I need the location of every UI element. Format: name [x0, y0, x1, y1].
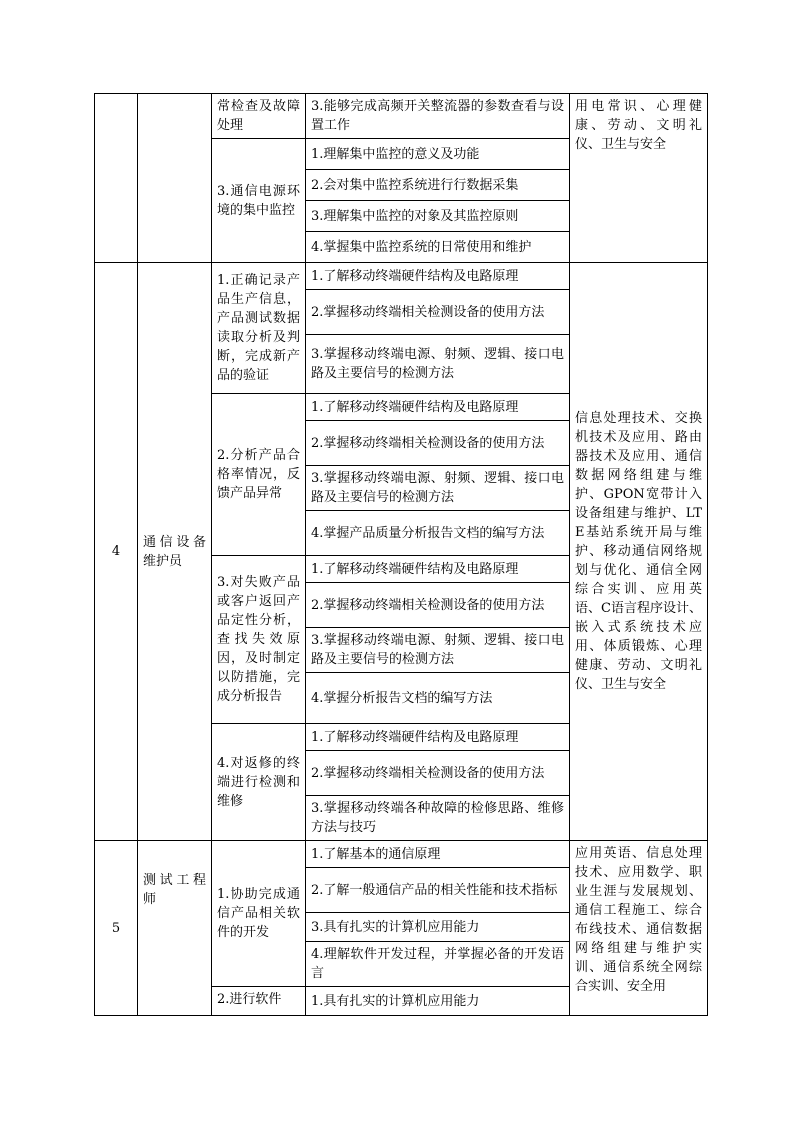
skill-cell: 1.了解移动终端硬件结构及电路原理 — [306, 556, 570, 583]
courses-cell: 用电常识、心理健康、劳动、文明礼仪、卫生与安全 — [570, 94, 708, 263]
task-cell: 1.协助完成通信产品相关软件的开发 — [212, 841, 306, 987]
task-cell: 2.分析产品合格率情况，反馈产品异常 — [212, 394, 306, 556]
courses-cell: 应用英语、信息处理技术、应用数学、职业生涯与发展规划、通信工程施工、综合布线技术、通信数据网络组建与维护实训、通信系统全网综合实训、安全用 — [570, 841, 708, 1016]
skill-cell: 2.会对集中监控系统进行行数据采集 — [306, 170, 570, 201]
task-cell: 常检查及故障处理 — [212, 94, 306, 139]
row-number-cell — [95, 94, 138, 263]
table-row — [95, 263, 708, 290]
skill-cell: 1.了解移动终端硬件结构及电路原理 — [306, 263, 570, 290]
courses-cell: 信息处理技术、交换机技术及应用、路由器技术及应用、通信数据网络组建与维护、GPON宽带计入设备组建与维护、LTE基站系统开局与维护、移动通信网络规划与优化、通信全网综合实训、应用英语、C语言程序设计、嵌入式系统技术应用、体质锻炼、心理健康、劳动、文明礼仪、卫生与安全 — [570, 263, 708, 841]
position-cell — [138, 94, 212, 263]
row-number-cell: 5 — [95, 841, 138, 1016]
position-cell: 测试工程师 — [138, 841, 212, 1016]
skill-cell: 2.掌握移动终端相关检测设备的使用方法 — [306, 583, 570, 628]
skill-cell: 2.掌握移动终端相关检测设备的使用方法 — [306, 751, 570, 796]
skill-cell: 3.掌握移动终端电源、射频、逻辑、接口电路及主要信号的检测方法 — [306, 335, 570, 394]
skill-cell: 1.了解移动终端硬件结构及电路原理 — [306, 394, 570, 421]
curriculum-table — [94, 93, 708, 1016]
skill-cell: 3.理解集中监控的对象及其监控原则 — [306, 201, 570, 232]
skill-cell: 2.了解一般通信产品的相关性能和技术指标 — [306, 868, 570, 913]
table-row — [95, 841, 708, 868]
skill-cell: 3.掌握移动终端电源、射频、逻辑、接口电路及主要信号的检测方法 — [306, 466, 570, 511]
skill-cell: 3.能够完成高频开关整流器的参数查看与设置工作 — [306, 94, 570, 139]
skill-cell: 2.掌握移动终端相关检测设备的使用方法 — [306, 290, 570, 335]
task-cell: 3.对失败产品或客户返回产品定性分析，查找失效原因，及时制定以防措施，完成分析报告 — [212, 556, 306, 724]
task-cell: 4.对返修的终端进行检测和维修 — [212, 724, 306, 841]
skill-cell: 4.掌握集中监控系统的日常使用和维护 — [306, 232, 570, 263]
task-cell: 3.通信电源环境的集中监控 — [212, 139, 306, 263]
skill-cell: 3.掌握移动终端电源、射频、逻辑、接口电路及主要信号的检测方法 — [306, 628, 570, 673]
position-cell: 通信设备维护员 — [138, 263, 212, 841]
skill-cell: 3.具有扎实的计算机应用能力 — [306, 913, 570, 942]
skill-cell: 4.掌握产品质量分析报告文档的编写方法 — [306, 511, 570, 556]
skill-cell: 1.理解集中监控的意义及功能 — [306, 139, 570, 170]
skill-cell: 1.具有扎实的计算机应用能力 — [306, 987, 570, 1016]
table-row — [95, 94, 708, 139]
task-cell: 1.正确记录产品生产信息，产品测试数据读取分析及判断，完成新产品的验证 — [212, 263, 306, 394]
skill-cell: 4.掌握分析报告文档的编写方法 — [306, 673, 570, 724]
skill-cell: 3.掌握移动终端各种故障的检修思路、维修方法与技巧 — [306, 796, 570, 841]
row-number-cell: 4 — [95, 263, 138, 841]
skill-cell: 1.了解基本的通信原理 — [306, 841, 570, 868]
skill-cell: 4.理解软件开发过程，并掌握必备的开发语言 — [306, 942, 570, 987]
skill-cell: 1.了解移动终端硬件结构及电路原理 — [306, 724, 570, 751]
skill-cell: 2.掌握移动终端相关检测设备的使用方法 — [306, 421, 570, 466]
task-cell: 2.进行软件 — [212, 987, 306, 1016]
